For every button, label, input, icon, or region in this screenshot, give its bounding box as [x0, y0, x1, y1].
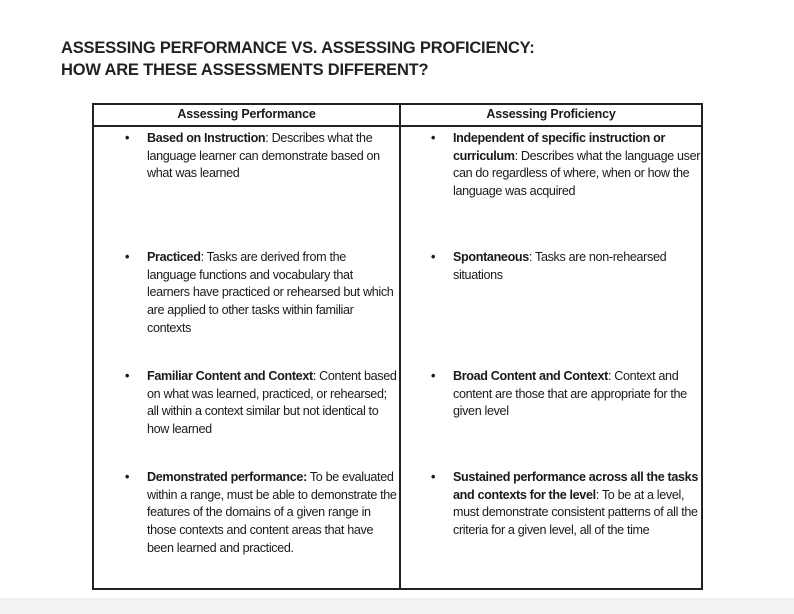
list-item — [431, 249, 703, 284]
item-description: Tasks are non-rehearsed situations — [453, 250, 667, 282]
item-term: Independent of specific instruction or curriculum — [453, 131, 666, 163]
page-title — [61, 37, 535, 81]
item-term: Broad Content and Context — [453, 369, 608, 383]
item-term: Practiced — [147, 250, 201, 264]
item-separator: : — [595, 487, 602, 502]
bullet-icon: • — [431, 250, 436, 264]
list-item — [125, 249, 397, 338]
title-line-2: HOW ARE THESE ASSESSMENTS DIFFERENT? — [61, 61, 429, 79]
item-term: Spontaneous — [453, 250, 529, 264]
item-separator: : — [528, 250, 535, 264]
item-description: To be at a level, must demonstrate consistent patterns of all the criteria for a given level, all of the time — [453, 487, 698, 538]
list-item — [125, 368, 397, 439]
item-description: Describes what the language user can do regardless of where, when or how the language was acquired — [453, 148, 701, 199]
page-footer-strip — [0, 598, 794, 614]
item-separator: : — [312, 369, 320, 383]
item-separator: : — [514, 148, 521, 163]
column-divider — [399, 105, 401, 588]
item-term: Demonstrated performance: — [147, 470, 307, 484]
item-description: Tasks are derived from the language functions and vocabulary that learners have practiced or rehearsed but which are applied to other tasks within familiar contexts — [147, 250, 394, 335]
item-description: Context and content are those that are appropriate for the given level — [453, 369, 687, 419]
item-description: Describes what the language learner can demonstrate based on what was learned — [147, 131, 380, 181]
item-description: To be evaluated within a range, must be able to demonstrate the features of the domains of a given range in those contexts and content areas that have been learned and practiced. — [147, 470, 397, 555]
item-term: Sustained performance across all the tasks and contexts for the level — [453, 470, 698, 502]
item-separator: : — [607, 369, 615, 383]
list-item — [431, 130, 703, 201]
item-term: Familiar Content and Context — [147, 369, 313, 383]
header-assessing-proficiency: Assessing Proficiency — [486, 107, 616, 121]
list-item — [431, 469, 703, 540]
bullet-icon: • — [431, 369, 436, 383]
bullet-icon: • — [125, 470, 130, 484]
comparison-table — [92, 103, 703, 590]
bullet-icon: • — [431, 131, 436, 145]
item-separator: : — [200, 250, 207, 264]
item-term: Based on Instruction — [147, 131, 266, 145]
bullet-icon: • — [125, 369, 130, 383]
list-item — [125, 130, 397, 183]
item-separator: : — [265, 131, 272, 145]
bullet-icon: • — [431, 470, 436, 484]
header-divider — [94, 125, 701, 127]
list-item — [431, 368, 703, 421]
title-line-1: ASSESSING PERFORMANCE VS. ASSESSING PROFICIENCY: — [61, 39, 535, 57]
item-description: Content based on what was learned, practiced, or rehearsed; all within a context similar but not identical to how learned — [147, 369, 397, 437]
list-item — [125, 469, 397, 558]
bullet-icon: • — [125, 131, 130, 145]
bullet-icon: • — [125, 250, 130, 264]
header-assessing-performance: Assessing Performance — [177, 107, 316, 121]
